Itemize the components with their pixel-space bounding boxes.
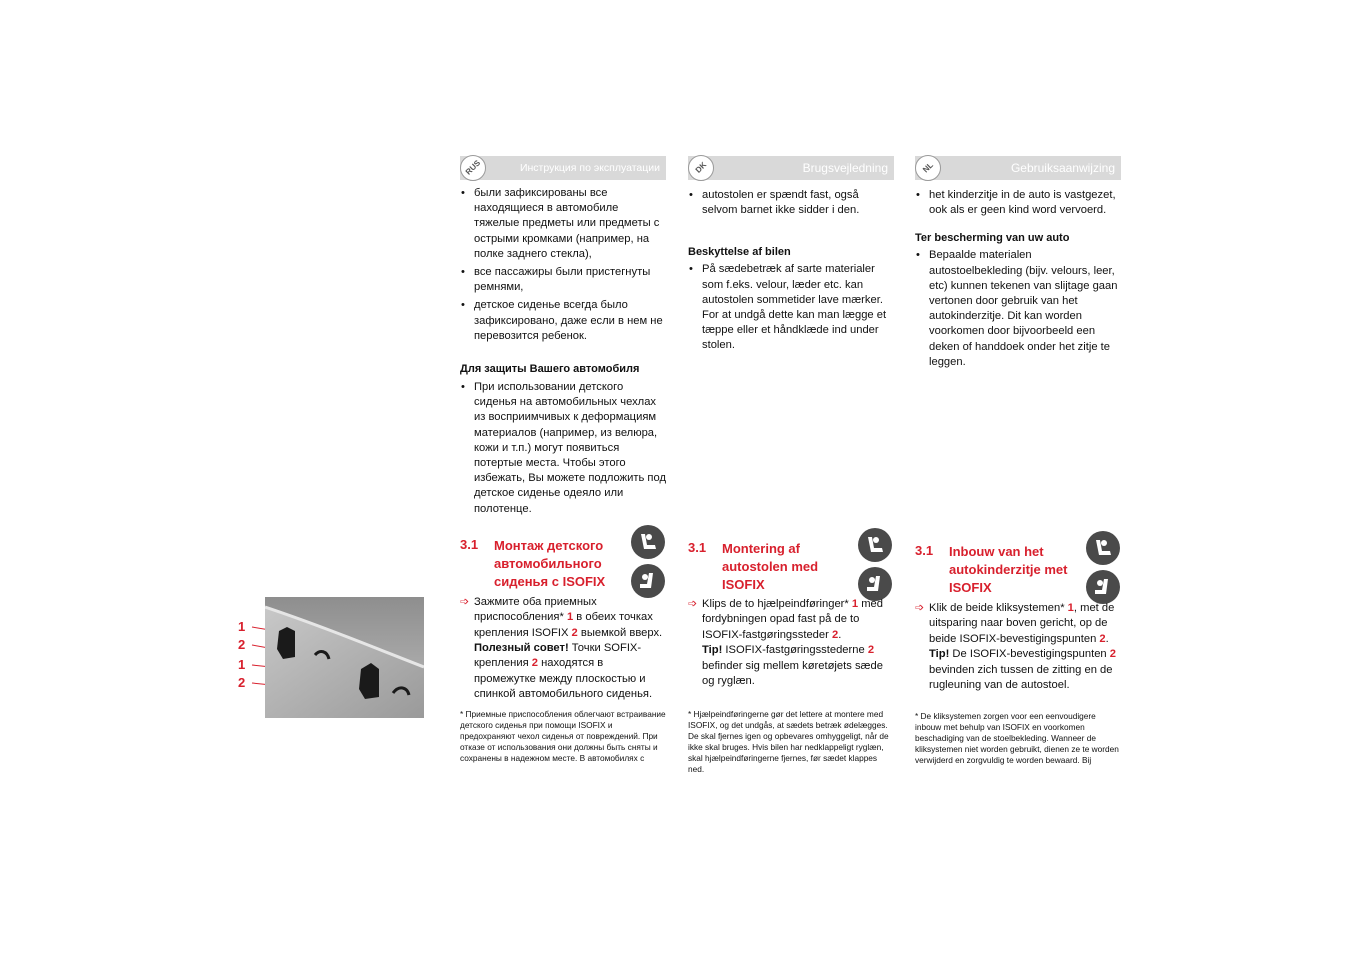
section-title-nl: Inbouw van het autokinderzitje met ISOFIX [949,544,1068,595]
tip-label-nl: Tip! [929,648,950,661]
step-rus: ➩ Зажмите оба приемных приспособления* 1 в обеих точках крепления ISOFIX 2 выемкой вверх. Полезный совет! Точки SOFIX-крепления 2 находятся в промежутке между плоскостью и спинкой автомобильного сиденья. [460,595,663,701]
list-item: • были зафиксированы все находящиеся в автомобиле тяжелые предметы или предметы с острыми кромками (например, на полке заднего стекла), [460,186,666,262]
header-bar-rus [460,156,666,180]
footnote-nl: * De kliksystemen zorgen voor een eenvoudigere inbouw met behulp van ISOFIX en voorkomen beschadiging van de stoelbekleding. Wanneer de kliksystemen niet worden gebruikt, dienen ze te worden verwijderd en zorgvuldig te worden bewaard. Bij [915,711,1119,766]
callout-1-top: 1 [238,619,246,634]
section-number-dk: 3.1 [688,540,707,555]
list-item: • het kinderzitje in de auto is vastgezet, ook als er geen kind word vervoerd. [915,188,1121,218]
step-arrow-icon: ➩ [688,598,698,610]
isofix-photo [265,597,424,718]
bullets2-dk [688,262,894,353]
bullets2-rus [460,380,666,517]
list-item: • På sædebetræk af sarte materialer som f.eks. velour, læder etc. kan autostolen sommetider lave mærker. For at undgå dette kan man lægge et tæppe eller et håndklæde ind under stolen. [688,262,894,353]
section-rus [460,537,666,591]
bullets1-rus [460,186,666,344]
column-dk [688,156,894,775]
language-badge-rus: RUS [460,155,486,181]
list-item: • При использовании детского сиденья на автомобильных чехлах из восприимчивых к деформациям материалов (например, из велюра, кожи и т.п.) могут появиться потертые места. Чтобы этого избежать, Вы можете подложить под детское сиденье одеяло или полотенце. [460,380,666,517]
forward-facing-seat-icon [858,528,892,562]
section-number-rus: 3.1 [460,536,479,552]
section-title-dk: Montering af autostolen med ISOFIX [722,541,819,592]
subheading-dk: Beskyttelse af bilen [688,246,791,259]
header-title-nl: Gebruiksaanwijzing [1010,161,1115,175]
language-badge-nl: NL [915,155,941,181]
rear-facing-seat-icon [1086,570,1120,604]
subheading-nl: Ter bescherming van uw auto [915,232,1070,245]
header-bar-dk [688,156,894,180]
header-title-dk: Brugsvejledning [802,161,888,175]
subheading-rus: Для защиты Вашего автомобиля [460,363,640,376]
tip-label-rus: Полезный совет! [474,642,569,655]
language-badge-dk: DK [688,155,714,181]
callout-2-top: 2 [238,637,246,652]
bullets1-dk [688,188,894,218]
list-item: • Bepaalde materialen autostoelbekleding (bijv. velours, leer, etc) kunnen tekenen van slijtage gaan vertonen door gebruik van het autokinderzitje. Dit kan worden voorkomen door bijvoorbeeld een deken of handdoek onder het zitje te leggen. [915,248,1121,370]
column-nl [915,156,1121,766]
column-rus [460,156,666,764]
header-title-rus: Инструкция по эксплуатации [519,162,660,174]
bullets2-nl [915,248,1121,370]
footnote-dk: * Hjælpeindføringerne gør det lettere at montere med ISOFIX, og det undgås, at sædets betræk ødelægges. De skal fjernes igen og opbevares omhyggeligt, når de ikke skal bruges. Hvis bilen har nedklappeligt ryglæn, skal hjælpeindføringerne fjernes, før sædet klappes ned. [688,709,889,775]
header-bar-nl [915,156,1121,180]
callout-2-bottom: 2 [238,675,246,690]
step-dk: ➩ Klips de to hjælpeindføringer* 1 med fordybningen opad fast på de to ISOFIX-fastgøringssteder 2. Tip! ISOFIX-fastgøringsstederne 2 befinder sig mellem køretøjets sæde og ryglæn. [688,598,883,688]
step-arrow-icon: ➩ [460,595,470,608]
section-title-rus: Монтаж детского автомобильного сиденья с ISOFIX [494,537,606,589]
forward-facing-seat-icon [631,525,665,559]
rear-facing-seat-icon [631,564,665,598]
bullets1-nl [915,188,1121,218]
callout-1-bottom: 1 [238,657,246,672]
step-arrow-icon: ➩ [915,602,925,614]
section-nl [915,543,1121,597]
list-item: • autostolen er spændt fast, også selvom barnet ikke sidder i den. [688,188,894,218]
list-item: • детское сиденье всегда было зафиксировано, даже если в нем не перевозится ребенок. [460,298,666,344]
rear-facing-seat-icon [858,567,892,601]
footnote-rus: * Приемные приспособления облегчают встраивание детского сиденья при помощи ISOFIX и предохраняют чехол сиденья от повреждений. При отказе от использования они должны быть сняты и сохранены в надежном месте. В автомобилях с [460,708,666,764]
section-number-nl: 3.1 [915,543,934,558]
tip-label-dk: Tip! [702,644,723,657]
step-nl: ➩ Klik de beide kliksystemen* 1, met de uitsparing naar boven gericht, op de beide ISOFIX-bevestigingspunten 2. Tip! De ISOFIX-bevestigingspunten 2 bevinden zich tussen de zitting en de rugleuning van de autostoel. [915,602,1116,692]
forward-facing-seat-icon [1086,531,1120,565]
list-item: • все пассажиры были пристегнуты ремнями, [460,265,666,295]
section-dk [688,540,894,594]
